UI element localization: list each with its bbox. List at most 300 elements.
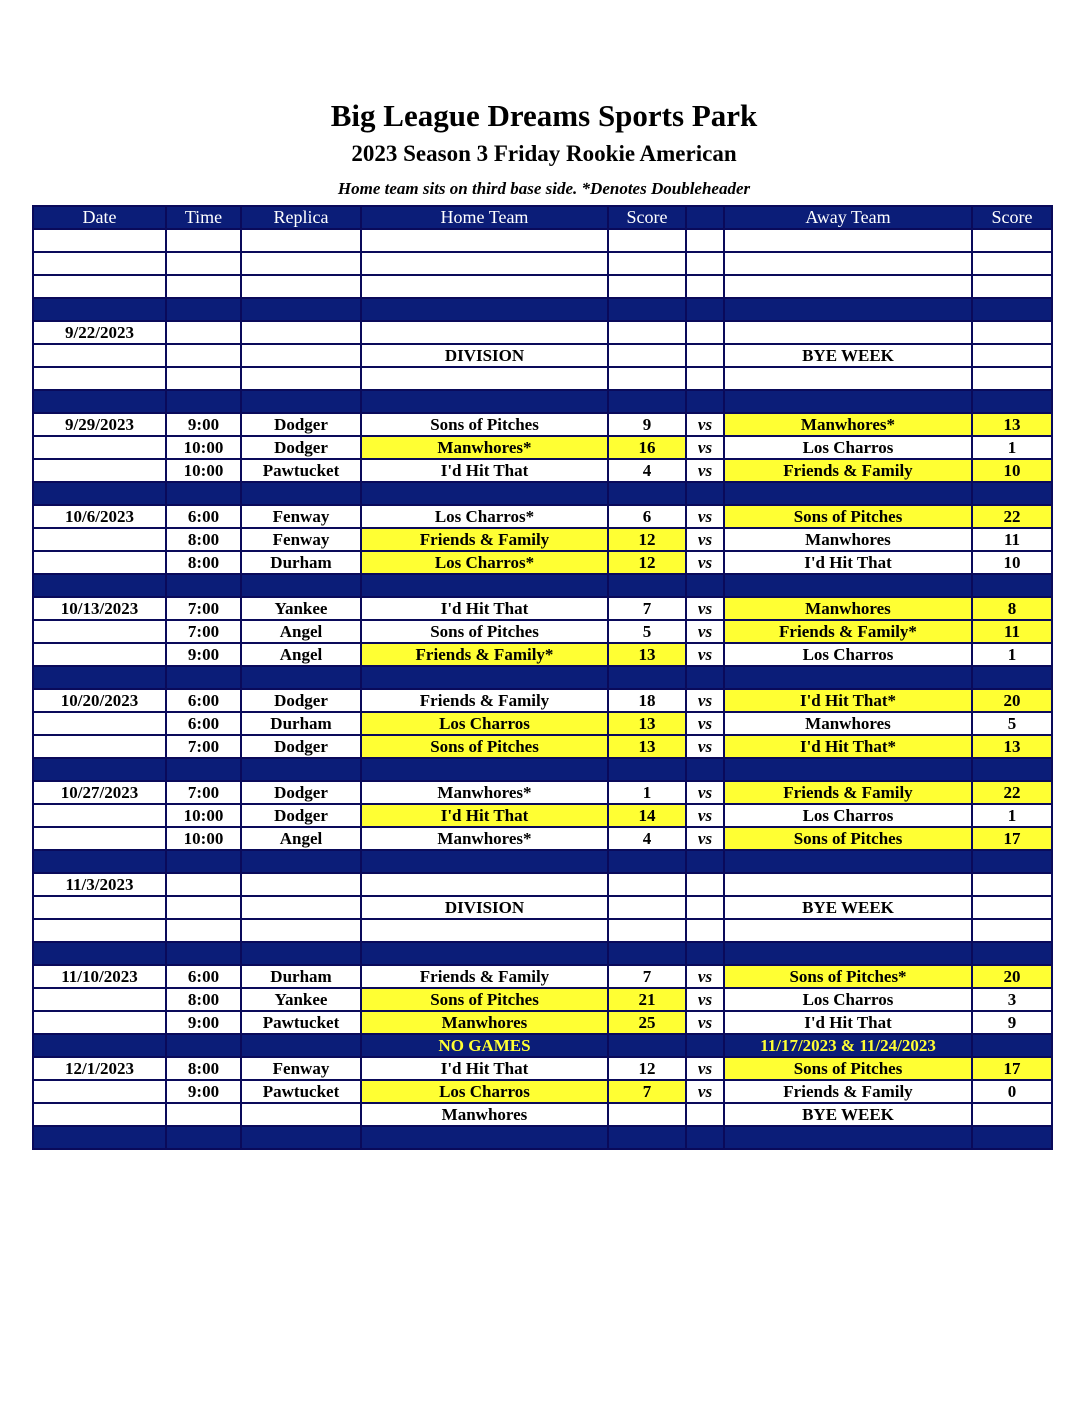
time-cell: [166, 1103, 241, 1126]
home-team-cell: DIVISION: [361, 896, 608, 919]
away-score-cell: [972, 252, 1052, 275]
away-score-cell: [972, 1034, 1052, 1057]
home-score-cell: 13: [608, 643, 686, 666]
replica-cell: Fenway: [241, 505, 361, 528]
home-team-cell: Manwhores*: [361, 781, 608, 804]
date-cell: [33, 252, 166, 275]
away-team-cell: [724, 482, 972, 505]
home-team-cell: [361, 367, 608, 390]
home-team-cell: Sons of Pitches: [361, 620, 608, 643]
table-row: [33, 551, 1052, 574]
away-score-cell: [972, 850, 1052, 873]
time-cell: 7:00: [166, 597, 241, 620]
date-cell: [33, 459, 166, 482]
page-subtitle: 2023 Season 3 Friday Rookie American: [351, 141, 737, 166]
away-score-cell: 1: [972, 804, 1052, 827]
away-team-cell: [724, 1126, 972, 1149]
col-away-team-header: Away Team: [724, 206, 972, 229]
home-score-cell: [608, 873, 686, 896]
home-score-cell: 7: [608, 597, 686, 620]
vs-cell: vs: [686, 505, 724, 528]
replica-cell: Durham: [241, 965, 361, 988]
time-cell: [166, 574, 241, 597]
separator-row: [33, 666, 1052, 689]
vs-cell: [686, 1034, 724, 1057]
time-cell: 8:00: [166, 988, 241, 1011]
away-team-cell: I'd Hit That: [724, 551, 972, 574]
home-score-cell: 16: [608, 436, 686, 459]
home-score-cell: [608, 1034, 686, 1057]
home-team-cell: [361, 390, 608, 413]
home-score-cell: [608, 1126, 686, 1149]
vs-cell: vs: [686, 597, 724, 620]
home-team-cell: Manwhores*: [361, 436, 608, 459]
replica-cell: [241, 229, 361, 252]
date-cell: 10/27/2023: [33, 781, 166, 804]
home-score-cell: [608, 1103, 686, 1126]
vs-cell: vs: [686, 551, 724, 574]
away-score-cell: [972, 758, 1052, 781]
vs-cell: vs: [686, 781, 724, 804]
date-cell: [33, 643, 166, 666]
separator-row: [33, 298, 1052, 321]
col-date-header: Date: [33, 206, 166, 229]
away-score-cell: 22: [972, 781, 1052, 804]
away-team-cell: BYE WEEK: [724, 344, 972, 367]
table-row: [33, 367, 1052, 390]
away-team-cell: Los Charros: [724, 988, 972, 1011]
time-cell: 6:00: [166, 689, 241, 712]
table-row: [33, 252, 1052, 275]
date-cell: [33, 1080, 166, 1103]
date-cell: [33, 298, 166, 321]
table-row: [33, 344, 1052, 367]
date-cell: 9/29/2023: [33, 413, 166, 436]
table-row: [33, 321, 1052, 344]
away-score-cell: 13: [972, 735, 1052, 758]
away-team-cell: [724, 229, 972, 252]
home-score-cell: [608, 275, 686, 298]
vs-cell: vs: [686, 1057, 724, 1080]
date-cell: [33, 344, 166, 367]
home-score-cell: [608, 229, 686, 252]
home-team-cell: Los Charros*: [361, 505, 608, 528]
vs-cell: vs: [686, 804, 724, 827]
replica-cell: [241, 344, 361, 367]
home-score-cell: [608, 390, 686, 413]
col-away-score-header: Score: [972, 206, 1052, 229]
home-team-cell: [361, 758, 608, 781]
vs-cell: vs: [686, 988, 724, 1011]
vs-cell: [686, 298, 724, 321]
separator-row: [33, 850, 1052, 873]
time-cell: [166, 252, 241, 275]
time-cell: [166, 298, 241, 321]
away-score-cell: [972, 1126, 1052, 1149]
vs-cell: vs: [686, 712, 724, 735]
away-team-cell: I'd Hit That*: [724, 689, 972, 712]
vs-cell: [686, 229, 724, 252]
table-row: [33, 781, 1052, 804]
home-team-cell: Sons of Pitches: [361, 988, 608, 1011]
away-score-cell: [972, 367, 1052, 390]
date-cell: [33, 390, 166, 413]
table-row: [33, 804, 1052, 827]
home-team-cell: [361, 1126, 608, 1149]
date-cell: [33, 436, 166, 459]
away-score-cell: 20: [972, 965, 1052, 988]
date-cell: [33, 666, 166, 689]
time-cell: [166, 919, 241, 942]
away-team-cell: Manwhores*: [724, 413, 972, 436]
replica-cell: [241, 919, 361, 942]
schedule-body: [33, 229, 1052, 1149]
replica-cell: [241, 1034, 361, 1057]
home-team-cell: Manwhores: [361, 1011, 608, 1034]
away-score-cell: 11: [972, 528, 1052, 551]
away-team-cell: [724, 390, 972, 413]
home-team-cell: Friends & Family*: [361, 643, 608, 666]
date-cell: [33, 919, 166, 942]
away-team-cell: Manwhores: [724, 597, 972, 620]
away-score-cell: 1: [972, 436, 1052, 459]
vs-cell: vs: [686, 1080, 724, 1103]
table-row: [33, 597, 1052, 620]
away-score-cell: 9: [972, 1011, 1052, 1034]
vs-cell: [686, 321, 724, 344]
home-team-cell: [361, 275, 608, 298]
home-team-cell: I'd Hit That: [361, 597, 608, 620]
away-team-cell: Manwhores: [724, 712, 972, 735]
table-row: [33, 735, 1052, 758]
date-cell: [33, 988, 166, 1011]
away-score-cell: 8: [972, 597, 1052, 620]
time-cell: 9:00: [166, 643, 241, 666]
away-score-cell: 5: [972, 712, 1052, 735]
time-cell: 7:00: [166, 781, 241, 804]
col-home-team-header: Home Team: [361, 206, 608, 229]
time-cell: [166, 896, 241, 919]
home-score-cell: [608, 252, 686, 275]
home-team-cell: Los Charros: [361, 712, 608, 735]
vs-cell: vs: [686, 620, 724, 643]
replica-cell: [241, 390, 361, 413]
away-team-cell: [724, 298, 972, 321]
table-row: [33, 505, 1052, 528]
away-team-cell: Friends & Family: [724, 781, 972, 804]
home-score-cell: 4: [608, 827, 686, 850]
vs-cell: [686, 942, 724, 965]
replica-cell: Pawtucket: [241, 1011, 361, 1034]
replica-cell: Dodger: [241, 804, 361, 827]
away-team-cell: Friends & Family: [724, 1080, 972, 1103]
separator-row: [33, 942, 1052, 965]
home-team-cell: [361, 298, 608, 321]
home-score-cell: 9: [608, 413, 686, 436]
away-score-cell: [972, 229, 1052, 252]
vs-cell: [686, 758, 724, 781]
date-cell: [33, 1126, 166, 1149]
home-team-cell: Manwhores*: [361, 827, 608, 850]
home-score-cell: 7: [608, 965, 686, 988]
replica-cell: Angel: [241, 827, 361, 850]
separator-row: [33, 574, 1052, 597]
home-team-cell: [361, 666, 608, 689]
away-score-cell: [972, 942, 1052, 965]
replica-cell: [241, 321, 361, 344]
away-team-cell: Los Charros: [724, 436, 972, 459]
away-team-cell: BYE WEEK: [724, 896, 972, 919]
home-score-cell: [608, 321, 686, 344]
date-cell: [33, 482, 166, 505]
vs-cell: [686, 252, 724, 275]
replica-cell: Yankee: [241, 597, 361, 620]
col-time-header: Time: [166, 206, 241, 229]
away-team-cell: [724, 850, 972, 873]
replica-cell: [241, 942, 361, 965]
separator-row: [33, 1126, 1052, 1149]
vs-cell: vs: [686, 735, 724, 758]
time-cell: 7:00: [166, 620, 241, 643]
away-team-cell: BYE WEEK: [724, 1103, 972, 1126]
time-cell: [166, 344, 241, 367]
date-cell: [33, 896, 166, 919]
vs-cell: [686, 850, 724, 873]
date-cell: [33, 528, 166, 551]
vs-cell: vs: [686, 436, 724, 459]
time-cell: 6:00: [166, 965, 241, 988]
table-row: [33, 873, 1052, 896]
home-score-cell: 7: [608, 1080, 686, 1103]
replica-cell: [241, 896, 361, 919]
home-team-cell: Sons of Pitches: [361, 735, 608, 758]
away-team-cell: Los Charros: [724, 804, 972, 827]
time-cell: 8:00: [166, 1057, 241, 1080]
notice-row: [33, 1034, 1052, 1057]
page-note: Home team sits on third base side. *Denotes Doubleheader: [337, 179, 751, 198]
replica-cell: Angel: [241, 620, 361, 643]
away-team-cell: Friends & Family*: [724, 620, 972, 643]
home-score-cell: [608, 574, 686, 597]
time-cell: 9:00: [166, 413, 241, 436]
home-team-cell: [361, 482, 608, 505]
home-team-cell: DIVISION: [361, 344, 608, 367]
replica-cell: Dodger: [241, 781, 361, 804]
table-row: [33, 459, 1052, 482]
replica-cell: [241, 850, 361, 873]
home-score-cell: [608, 367, 686, 390]
home-score-cell: 1: [608, 781, 686, 804]
away-score-cell: 17: [972, 827, 1052, 850]
vs-cell: [686, 919, 724, 942]
home-team-cell: Sons of Pitches: [361, 413, 608, 436]
table-row: [33, 827, 1052, 850]
home-score-cell: [608, 919, 686, 942]
date-cell: [33, 229, 166, 252]
replica-cell: [241, 482, 361, 505]
replica-cell: Fenway: [241, 528, 361, 551]
away-team-cell: [724, 919, 972, 942]
home-score-cell: [608, 482, 686, 505]
away-score-cell: [972, 275, 1052, 298]
table-row: [33, 712, 1052, 735]
replica-cell: Fenway: [241, 1057, 361, 1080]
vs-cell: [686, 1126, 724, 1149]
away-score-cell: [972, 482, 1052, 505]
page-title: Big League Dreams Sports Park: [330, 98, 758, 133]
time-cell: 8:00: [166, 528, 241, 551]
home-score-cell: [608, 850, 686, 873]
time-cell: [166, 229, 241, 252]
time-cell: [166, 321, 241, 344]
away-score-cell: 1: [972, 643, 1052, 666]
away-team-cell: Sons of Pitches: [724, 827, 972, 850]
replica-cell: [241, 758, 361, 781]
vs-cell: [686, 482, 724, 505]
vs-cell: [686, 666, 724, 689]
home-score-cell: 14: [608, 804, 686, 827]
away-score-cell: 3: [972, 988, 1052, 1011]
home-score-cell: [608, 942, 686, 965]
date-cell: [33, 758, 166, 781]
date-cell: [33, 850, 166, 873]
home-score-cell: 6: [608, 505, 686, 528]
vs-cell: vs: [686, 689, 724, 712]
replica-cell: [241, 666, 361, 689]
home-team-cell: [361, 942, 608, 965]
away-team-cell: Sons of Pitches*: [724, 965, 972, 988]
away-team-cell: Los Charros: [724, 643, 972, 666]
time-cell: 10:00: [166, 804, 241, 827]
away-team-cell: [724, 758, 972, 781]
vs-cell: vs: [686, 643, 724, 666]
away-score-cell: [972, 1103, 1052, 1126]
time-cell: 10:00: [166, 827, 241, 850]
home-team-cell: [361, 574, 608, 597]
home-score-cell: [608, 758, 686, 781]
vs-cell: [686, 574, 724, 597]
replica-cell: [241, 574, 361, 597]
replica-cell: [241, 252, 361, 275]
time-cell: 9:00: [166, 1011, 241, 1034]
home-score-cell: [608, 896, 686, 919]
time-cell: [166, 367, 241, 390]
away-team-cell: [724, 942, 972, 965]
table-row: [33, 1057, 1052, 1080]
vs-cell: [686, 344, 724, 367]
table-row: [33, 919, 1052, 942]
vs-cell: vs: [686, 965, 724, 988]
table-row: [33, 965, 1052, 988]
home-team-cell: [361, 850, 608, 873]
away-team-cell: Sons of Pitches: [724, 505, 972, 528]
col-vs-header: [686, 206, 724, 229]
away-score-cell: [972, 390, 1052, 413]
replica-cell: Pawtucket: [241, 459, 361, 482]
vs-cell: vs: [686, 459, 724, 482]
table-row: [33, 1103, 1052, 1126]
away-score-cell: [972, 321, 1052, 344]
home-team-cell: [361, 321, 608, 344]
time-cell: 7:00: [166, 735, 241, 758]
away-score-cell: [972, 896, 1052, 919]
date-cell: 10/6/2023: [33, 505, 166, 528]
date-cell: [33, 735, 166, 758]
home-score-cell: [608, 298, 686, 321]
away-team-cell: I'd Hit That*: [724, 735, 972, 758]
col-home-score-header: Score: [608, 206, 686, 229]
away-score-cell: 10: [972, 551, 1052, 574]
home-team-cell: I'd Hit That: [361, 1057, 608, 1080]
home-score-cell: 18: [608, 689, 686, 712]
table-row: [33, 413, 1052, 436]
time-cell: [166, 1034, 241, 1057]
replica-cell: Angel: [241, 643, 361, 666]
date-cell: [33, 574, 166, 597]
away-team-cell: I'd Hit That: [724, 1011, 972, 1034]
home-team-cell: NO GAMES: [361, 1034, 608, 1057]
vs-cell: [686, 275, 724, 298]
away-score-cell: 0: [972, 1080, 1052, 1103]
home-score-cell: 12: [608, 1057, 686, 1080]
replica-cell: [241, 1103, 361, 1126]
home-score-cell: 12: [608, 551, 686, 574]
away-team-cell: 11/17/2023 & 11/24/2023: [724, 1034, 972, 1057]
date-cell: [33, 942, 166, 965]
col-replica-header: Replica: [241, 206, 361, 229]
away-team-cell: Friends & Family: [724, 459, 972, 482]
date-cell: [33, 712, 166, 735]
date-cell: [33, 827, 166, 850]
time-cell: [166, 1126, 241, 1149]
home-team-cell: Friends & Family: [361, 528, 608, 551]
table-row: [33, 988, 1052, 1011]
home-score-cell: 4: [608, 459, 686, 482]
table-row: [33, 1080, 1052, 1103]
replica-cell: [241, 367, 361, 390]
time-cell: 6:00: [166, 712, 241, 735]
header-row: [33, 206, 1052, 229]
date-cell: [33, 367, 166, 390]
home-score-cell: [608, 344, 686, 367]
date-cell: [33, 275, 166, 298]
replica-cell: [241, 1126, 361, 1149]
time-cell: [166, 275, 241, 298]
away-score-cell: [972, 873, 1052, 896]
home-score-cell: 21: [608, 988, 686, 1011]
home-team-cell: [361, 873, 608, 896]
date-cell: 11/10/2023: [33, 965, 166, 988]
home-team-cell: Friends & Family: [361, 689, 608, 712]
table-row: [33, 643, 1052, 666]
home-team-cell: [361, 252, 608, 275]
away-team-cell: [724, 873, 972, 896]
time-cell: 6:00: [166, 505, 241, 528]
time-cell: 10:00: [166, 436, 241, 459]
vs-cell: vs: [686, 413, 724, 436]
replica-cell: Pawtucket: [241, 1080, 361, 1103]
date-cell: [33, 1103, 166, 1126]
home-score-cell: 13: [608, 712, 686, 735]
home-score-cell: [608, 666, 686, 689]
replica-cell: Durham: [241, 551, 361, 574]
date-cell: [33, 1011, 166, 1034]
home-team-cell: Friends & Family: [361, 965, 608, 988]
away-team-cell: [724, 367, 972, 390]
away-score-cell: [972, 298, 1052, 321]
vs-cell: [686, 1103, 724, 1126]
date-cell: 10/20/2023: [33, 689, 166, 712]
